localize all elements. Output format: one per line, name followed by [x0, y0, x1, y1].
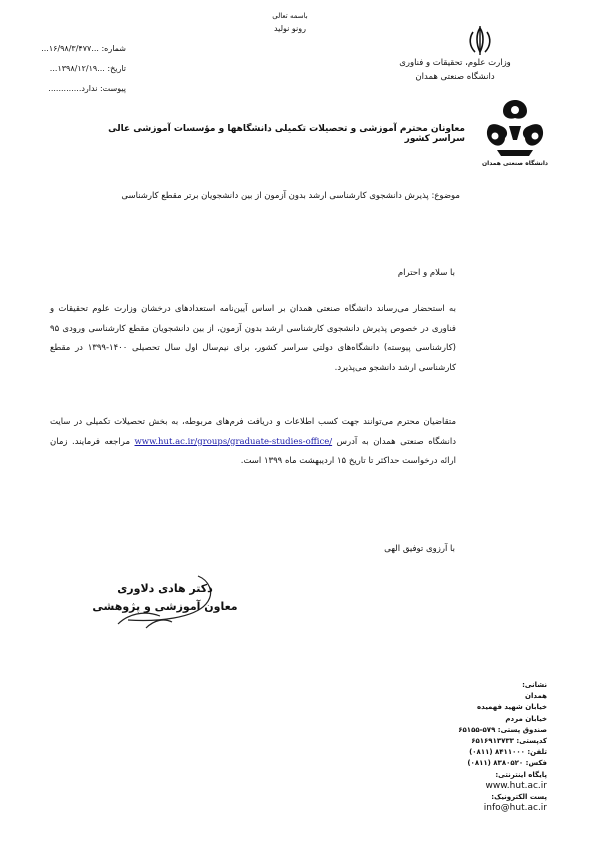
postal-code: کدپستی: ۶۵۱۶۹۱۳۷۳۳ [471, 737, 547, 746]
letter-date: تاریخ: ...۱۳۹۸/۱۲/۱۹... [49, 64, 126, 73]
email-link[interactable]: info@hut.ac.ir [483, 803, 547, 814]
paragraph-2-text: متقاضیان محترم می‌توانند جهت کسب اطلاعات و دریافت فرم‌های مربوطه، به بخش تحصیلات تکمیلی در سایت دانشگاه صنعتی همدان به آدرس [50, 417, 457, 447]
address-city: همدان [525, 692, 547, 701]
footer-address [417, 680, 547, 814]
ministry-heading [375, 56, 535, 84]
address-street-1: خیابان شهید فهمیده [477, 703, 547, 712]
letter-paragraph-2 [50, 413, 456, 472]
phone-number: تلفن: ۸۴۱۱۰۰۰ (۰۸۱۱) [469, 748, 547, 757]
email-label: پست الکترونیک: [491, 793, 547, 802]
paragraph-2-text-end: مراجعه فرمایند. زمان ارائه درخواست حداکثر تا تاریخ ۱۵ اردیبهشت ماه ۱۳۹۹ است. [50, 436, 456, 466]
signature-block [80, 580, 250, 616]
letter-header-center [235, 12, 345, 33]
signer-title: معاون آموزشی و پژوهشی [92, 600, 238, 613]
fax-number: فکس: ۸۳۸۰۵۲۰ (۰۸۱۱) [467, 759, 547, 768]
bismillah: باسمه تعالی [272, 12, 308, 20]
letter-addressee: معاونان محترم آموزشی و تحصیلات تکمیلی دانشگاهها و مؤسسات آموزشی عالی سراسر کشور [108, 124, 465, 144]
signer-name: دکتر هادی دلاوری [117, 582, 213, 595]
address-label: نشانی: [522, 681, 547, 689]
university-logo-icon [479, 96, 551, 158]
graduate-office-link[interactable]: www.hut.ac.ir/groups/graduate-studies-office/ [134, 436, 333, 447]
website-link[interactable]: www.hut.ac.ir [485, 780, 547, 791]
letter-attachment: پیوست: ندارد............. [48, 84, 126, 93]
university-name: دانشگاه صنعتی همدان [415, 72, 495, 82]
ministry-name: وزارت علوم، تحقیقات و فناوری [399, 58, 511, 68]
subject-text: پذیرش دانشجوی کارشناسی ارشد بدون آزمون از بین دانشجویان برتر مقطع کارشناسی [121, 191, 429, 201]
address-street-2: خیابان مردم [505, 714, 547, 723]
website-label: پایگاه اینترنتی: [495, 770, 547, 779]
po-box: صندوق پستی: ۵۷۹-۶۵۱۵۵ [458, 725, 547, 734]
subject-label: موضوع: [431, 191, 460, 201]
letter-subject [120, 186, 460, 206]
copy-note: رونو نوليد [273, 24, 307, 33]
logo-caption: دانشگاه صنعتی همدان [482, 160, 548, 167]
letter-paragraph-1: به استحضار می‌رساند دانشگاه صنعتی همدان بر اساس آیین‌نامه استعدادهای درخشان وزارت علوم تحقیقات و فناوری در خصوص پذیرش دانشجوی کارشناسی ارشد بدون آزمون، از بین دانشجویان مقطع کارشناسی ورودی ۹۵ (کارشناسی پیوسته) دانشگاه‌های دولتی سراسر کشور، برای نیم‌سال اول سال تحصیلی ۱۴۰۰-۱۳۹۹ در مقطع کارشناسی ارشد دانشجو می‌پذیرد. [50, 304, 456, 373]
letter-greeting: با سلام و احترام [397, 268, 455, 278]
letter-number: شماره: ...۱۶/۹۸/۳/۴۷۷... [41, 44, 126, 53]
iran-emblem-icon [467, 24, 493, 58]
letter-closing: با آرزوی توفیق الهی [384, 544, 455, 554]
